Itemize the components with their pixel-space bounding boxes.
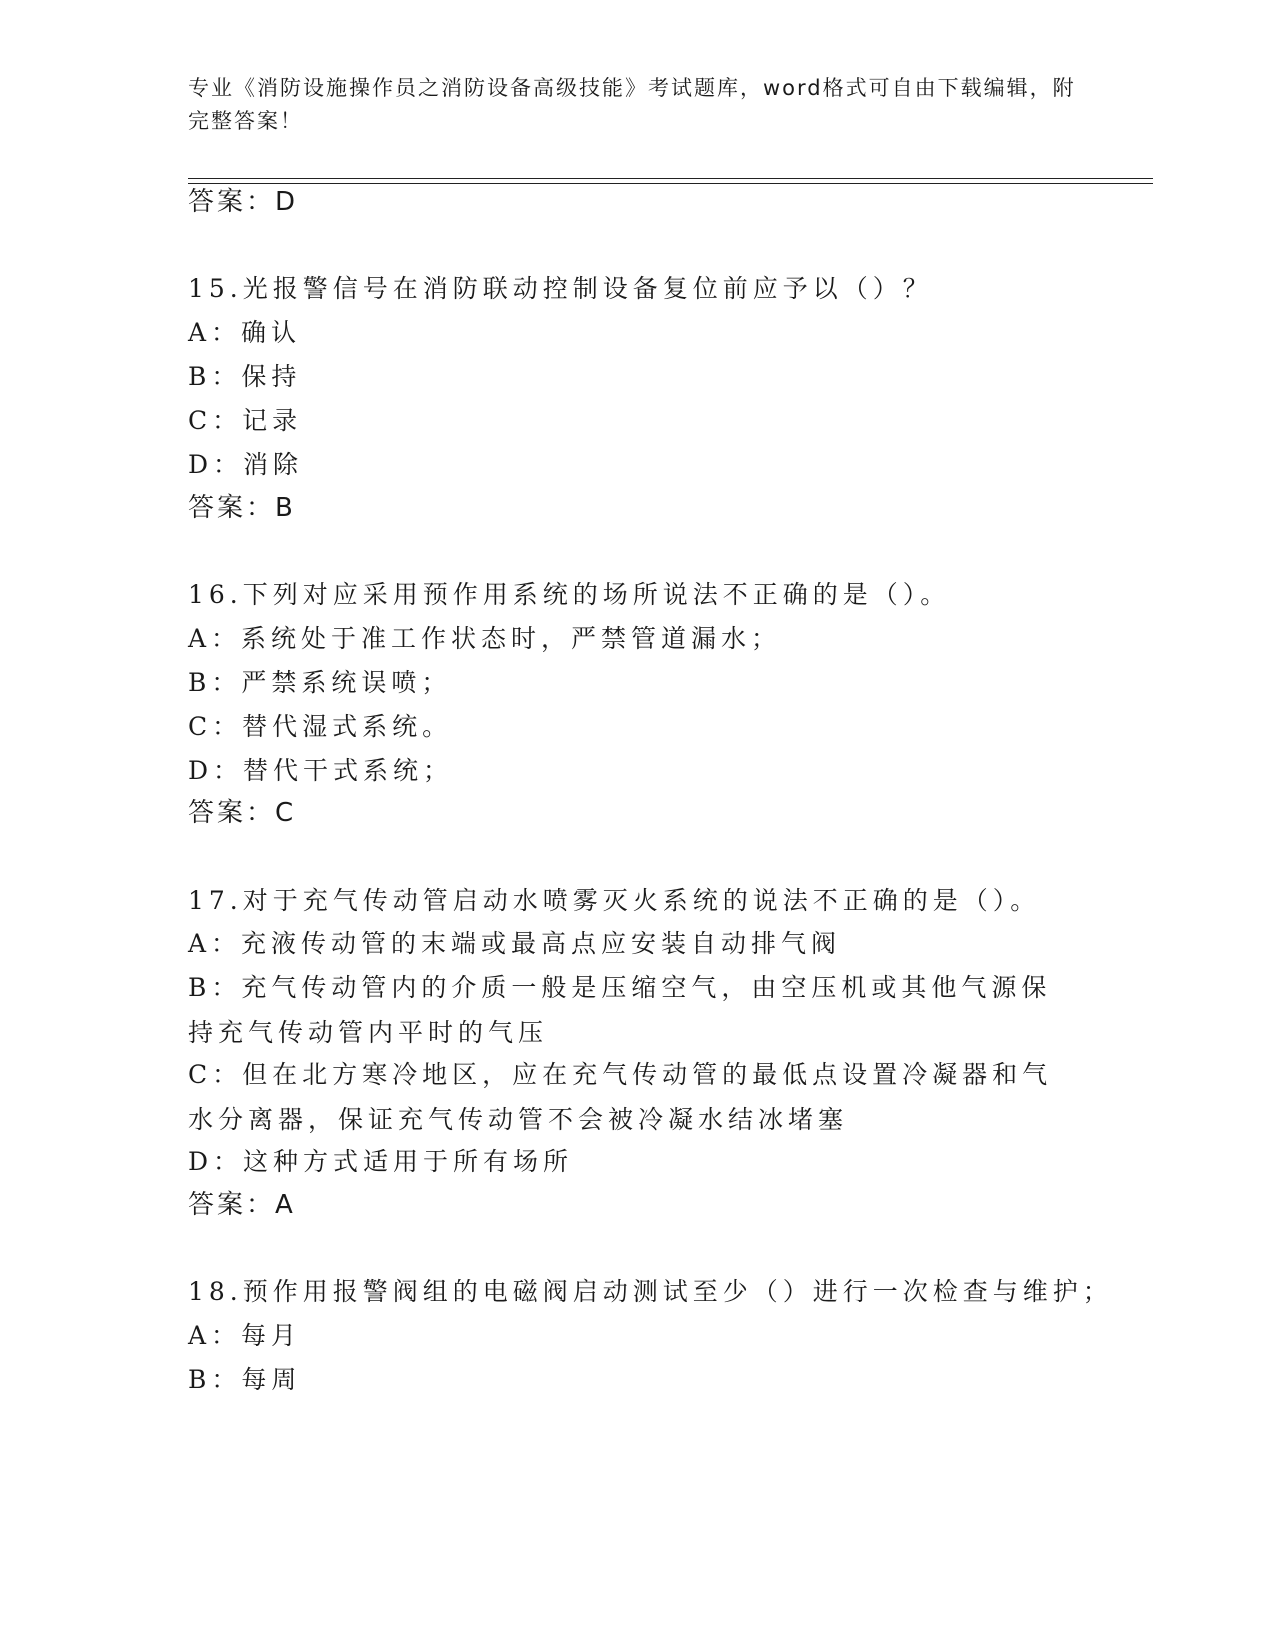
option-15-a: A：确认	[188, 318, 302, 347]
option-18-b: B：每周	[188, 1365, 302, 1394]
option-16-a: A：系统处于准工作状态时，严禁管道漏水；	[188, 624, 782, 653]
option-17-a: A：充液传动管的末端或最高点应安装自动排气阀	[188, 929, 842, 958]
header-rule-top	[188, 178, 1153, 179]
option-17-d: D：这种方式适用于所有场所	[188, 1147, 574, 1176]
question-stem-16: 16.下列对应采用预作用系统的场所说法不正确的是（）。	[188, 580, 951, 609]
question-stem-17: 17.对于充气传动管启动水喷雾灭火系统的说法不正确的是（）。	[188, 886, 1041, 915]
option-18-a: A：每月	[188, 1321, 302, 1350]
question-stem-18: 18.预作用报警阀组的电磁阀启动测试至少（）进行一次检查与维护；	[188, 1277, 1113, 1306]
option-16-b: B：严禁系统误喷；	[188, 668, 452, 697]
document-header: 专业《消防设施操作员之消防设备高级技能》考试题库，word格式可自由下载编辑，附完整答案！	[188, 76, 1076, 133]
answer-label: 答案：D	[188, 187, 299, 217]
option-15-c: C：记录	[188, 406, 303, 435]
option-17-c: C：但在北方寒冷地区，应在充气传动管的最低点设置冷凝器和气水分离器，保证充气传动管不会被冷凝水结冰堵塞	[188, 1060, 1053, 1134]
option-15-d: D：消除	[188, 450, 304, 479]
answer-16: 答案：C	[188, 798, 297, 828]
option-15-b: B：保持	[188, 362, 302, 391]
option-17-b: B：充气传动管内的介质一般是压缩空气，由空压机或其他气源保持充气传动管内平时的气压	[188, 973, 1052, 1047]
header-rule-bottom	[188, 183, 1153, 184]
question-stem-15: 15.光报警信号在消防联动控制设备复位前应予以（）？	[188, 274, 933, 303]
answer-17: 答案：A	[188, 1190, 296, 1220]
answer-15: 答案：B	[188, 493, 296, 523]
option-16-c: C：替代湿式系统。	[188, 712, 453, 741]
option-16-d: D：替代干式系统；	[188, 756, 454, 785]
